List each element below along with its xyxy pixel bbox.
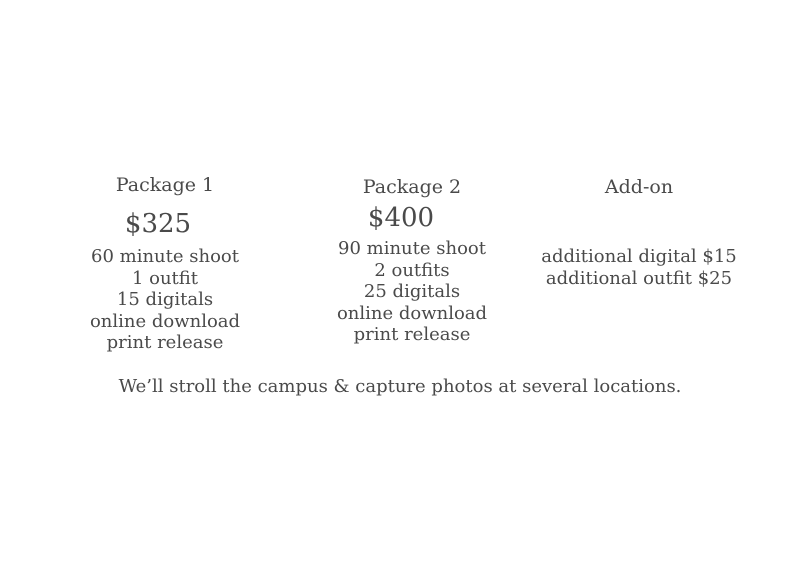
package-2-column: [318, 174, 506, 346]
package-1-feature: 1 outfit: [131, 267, 199, 289]
addon-item: additional digital $15: [541, 246, 737, 267]
addon-column: [540, 174, 738, 289]
package-2-feature: print release: [353, 324, 471, 345]
footer-note: We’ll stroll the campus & capture photos at several locations.: [118, 376, 682, 397]
package-2-features: [318, 238, 506, 346]
addon-items: [540, 246, 738, 289]
addon-title: Add-on: [604, 176, 674, 198]
package-1-feature: online download: [89, 310, 241, 332]
package-1-features: [72, 246, 258, 354]
package-2-feature: 2 outfits: [374, 259, 450, 281]
package-1-feature: 15 digitals: [116, 289, 214, 310]
package-1-feature: print release: [106, 332, 224, 353]
package-2-feature: 25 digitals: [363, 281, 461, 302]
package-1-title: Package 1: [115, 174, 215, 196]
package-2-feature: online download: [336, 302, 488, 324]
package-2-title: Package 2: [362, 176, 462, 198]
package-1-column: [72, 172, 258, 354]
package-1-price: $325: [124, 209, 192, 239]
package-2-feature: 90 minute shoot: [338, 238, 486, 259]
package-1-feature: 60 minute shoot: [91, 246, 239, 267]
package-2-price: $400: [367, 203, 435, 233]
addon-item: additional outfit $25: [545, 267, 733, 289]
